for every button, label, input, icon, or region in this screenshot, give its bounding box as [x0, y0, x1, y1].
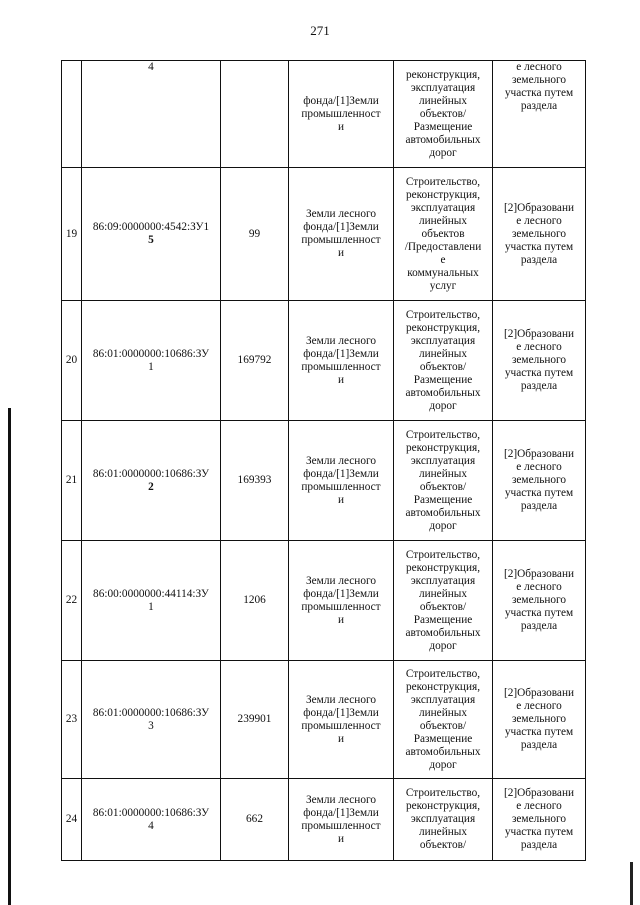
cadastral-number-cell-line: 4	[148, 61, 154, 73]
formation-method-cell-line: раздела	[520, 620, 558, 632]
permitted-use-cell-line: эксплуатация	[410, 81, 476, 94]
cadastral-number-cell	[82, 421, 221, 541]
formation-method-cell-line: раздела	[520, 739, 558, 751]
cadastral-number-cell-line: 4	[148, 819, 154, 832]
permitted-use-cell-line: объектов/	[419, 600, 467, 613]
permitted-use-cell-line: объектов/	[419, 719, 467, 732]
land-category-cell-line: и	[337, 373, 345, 386]
cadastral-number-cell	[82, 301, 221, 421]
formation-method-cell-line: е лесного	[516, 800, 562, 812]
row-number-cell: 24	[62, 779, 82, 861]
permitted-use-cell-line: линейных	[418, 94, 468, 107]
permitted-use-cell-line: дорог	[429, 758, 457, 771]
permitted-use-cell-line: эксплуатация	[410, 201, 476, 214]
land-category-cell-line: промышленност	[301, 819, 381, 832]
land-category-cell-line: промышленност	[301, 234, 381, 246]
formation-method-cell-line: земельного	[511, 594, 567, 606]
land-category-cell-line: Земли лесного	[306, 334, 376, 347]
area-cell: 169393	[221, 421, 289, 541]
cadastral-number-cell-line: 1	[148, 360, 154, 373]
permitted-use-cell-line: объектов/	[419, 360, 467, 373]
permitted-use-cell-line: линейных	[418, 347, 468, 360]
land-category-cell-line: и	[337, 493, 345, 506]
permitted-use-cell-line: услуг	[429, 279, 457, 292]
scan-edge-mark	[630, 862, 633, 905]
formation-method-cell-line: [2]Образовани	[503, 787, 575, 799]
formation-method-cell-line: земельного	[511, 74, 567, 86]
land-category-cell-line: фонда/[1]Земли	[303, 221, 379, 233]
permitted-use-cell-line: Размещение	[413, 373, 473, 386]
land-category-cell-line: фонда/[1]Земли	[303, 806, 379, 819]
cadastral-number-cell-line: 5	[148, 234, 154, 246]
table-row	[62, 541, 586, 661]
area-cell: 99	[221, 168, 289, 301]
cadastral-number-cell-line: 86:09:0000000:4542:ЗУ1	[92, 221, 210, 233]
area-cell: 239901	[221, 661, 289, 779]
permitted-use-cell-line: Размещение	[413, 732, 473, 745]
land-category-cell	[289, 61, 394, 168]
land-category-cell-line: Земли лесного	[306, 793, 376, 806]
permitted-use-cell-line: эксплуатация	[410, 693, 476, 706]
formation-method-cell-line: раздела	[520, 500, 558, 512]
formation-method-cell	[493, 61, 586, 168]
land-category-cell-line: промышленност	[301, 600, 381, 613]
permitted-use-cell	[394, 421, 493, 541]
formation-method-cell-line: е лесного	[516, 581, 562, 593]
permitted-use-cell-line: эксплуатация	[410, 454, 476, 467]
land-category-cell-line: фонда/[1]Земли	[303, 94, 379, 107]
permitted-use-cell-line: Строительство,	[405, 175, 481, 188]
row-number-cell: 22	[62, 541, 82, 661]
formation-method-cell-line: [2]Образовани	[503, 201, 575, 214]
permitted-use-cell-line: автомобильных	[405, 506, 481, 519]
land-category-cell-line: и	[337, 120, 345, 133]
permitted-use-cell-line: реконструкция,	[405, 561, 481, 574]
permitted-use-cell-line: коммунальных	[407, 266, 479, 279]
land-category-cell	[289, 301, 394, 421]
permitted-use-cell-line: дорог	[429, 146, 457, 159]
formation-method-cell-line: раздела	[520, 380, 558, 392]
formation-method-cell-line: е лесного	[516, 461, 562, 473]
land-category-cell-line: Земли лесного	[306, 693, 376, 706]
row-number-cell: 20	[62, 301, 82, 421]
permitted-use-cell-line: реконструкция,	[405, 800, 481, 812]
land-category-cell	[289, 421, 394, 541]
table-body	[62, 61, 586, 861]
permitted-use-cell-line: объектов/	[419, 107, 467, 120]
permitted-use-cell-line: дорог	[429, 639, 457, 652]
formation-method-cell-line: [2]Образовани	[503, 687, 575, 699]
formation-method-cell-line: [2]Образовани	[503, 568, 575, 580]
land-category-cell-line: фонда/[1]Земли	[303, 467, 379, 480]
page-number: 271	[310, 23, 330, 38]
permitted-use-cell-line: Строительство,	[405, 548, 481, 561]
cadastral-number-cell-line: 1	[148, 600, 154, 613]
permitted-use-cell-line: эксплуатация	[410, 574, 476, 587]
permitted-use-cell-line: реконструкция,	[405, 680, 481, 693]
permitted-use-cell-line: эксплуатация	[410, 813, 476, 825]
land-category-cell-line: и	[337, 247, 345, 259]
land-category-cell	[289, 541, 394, 661]
permitted-use-cell	[394, 301, 493, 421]
formation-method-cell-line: [2]Образовани	[503, 448, 575, 460]
cadastral-number-cell	[82, 61, 221, 168]
cadastral-number-cell-line: 2	[148, 480, 154, 493]
cadastral-number-cell-line: 3	[148, 719, 154, 732]
permitted-use-cell-line: реконструкция,	[405, 68, 481, 81]
permitted-use-cell-line: линейных	[418, 467, 468, 480]
formation-method-cell-line: е лесного	[516, 61, 562, 73]
formation-method-cell-line: земельного	[511, 474, 567, 486]
formation-method-cell-line: раздела	[520, 100, 558, 112]
formation-method-cell	[493, 541, 586, 661]
land-category-cell-line: промышленност	[301, 360, 381, 373]
permitted-use-cell-line: реконструкция,	[405, 188, 481, 201]
area-cell: 1206	[221, 541, 289, 661]
land-category-cell	[289, 661, 394, 779]
permitted-use-cell	[394, 61, 493, 168]
formation-method-cell-line: е лесного	[516, 341, 562, 353]
area-cell: 169792	[221, 301, 289, 421]
permitted-use-cell	[394, 168, 493, 301]
table-row	[62, 61, 586, 168]
permitted-use-cell-line: реконструкция,	[405, 321, 481, 334]
formation-method-cell-line: участка путем	[504, 240, 574, 253]
formation-method-cell-line: е лесного	[516, 700, 562, 712]
formation-method-cell-line: участка путем	[504, 607, 574, 619]
permitted-use-cell-line: Строительство,	[405, 428, 481, 441]
permitted-use-cell-line: линейных	[418, 214, 468, 227]
formation-method-cell-line: участка путем	[504, 726, 574, 738]
land-category-cell-line: промышленност	[301, 719, 381, 732]
formation-method-cell-line: участка путем	[504, 87, 574, 99]
table-row	[62, 421, 586, 541]
land-category-cell-line: Земли лесного	[306, 574, 376, 587]
table-row	[62, 301, 586, 421]
permitted-use-cell-line: Строительство,	[405, 308, 481, 321]
land-category-cell-line: промышленност	[301, 480, 381, 493]
cadastral-number-cell-line: 86:01:0000000:10686:ЗУ	[92, 467, 210, 480]
permitted-use-cell-line: Размещение	[413, 493, 473, 506]
scan-margin-bar	[8, 408, 11, 905]
formation-method-cell-line: земельного	[511, 813, 567, 825]
formation-method-cell-line: земельного	[511, 713, 567, 725]
land-category-cell	[289, 168, 394, 301]
permitted-use-cell-line: объектов	[421, 227, 465, 240]
permitted-use-cell-line: дорог	[429, 519, 457, 532]
cadastral-number-cell-line: 86:01:0000000:10686:ЗУ	[92, 706, 210, 719]
land-category-cell	[289, 779, 394, 861]
land-plot-table	[61, 60, 586, 861]
row-number-cell	[62, 61, 82, 168]
cadastral-number-cell-line: 86:00:0000000:44114:ЗУ	[93, 587, 209, 600]
permitted-use-cell-line: Размещение	[413, 120, 473, 133]
row-number-cell: 19	[62, 168, 82, 301]
permitted-use-cell-line: линейных	[418, 826, 468, 838]
table-row	[62, 168, 586, 301]
permitted-use-cell-line: /Предоставлени	[404, 240, 482, 253]
area-cell: 662	[221, 779, 289, 861]
formation-method-cell-line: участка путем	[504, 367, 574, 379]
cadastral-number-cell	[82, 661, 221, 779]
formation-method-cell	[493, 421, 586, 541]
formation-method-cell-line: е лесного	[516, 214, 562, 227]
permitted-use-cell-line: е	[440, 253, 446, 266]
table-row	[62, 779, 586, 861]
formation-method-cell-line: земельного	[511, 227, 567, 240]
cadastral-number-cell	[82, 168, 221, 301]
formation-method-cell-line: участка путем	[504, 487, 574, 499]
table-row	[62, 661, 586, 779]
permitted-use-cell-line: Размещение	[413, 613, 473, 626]
permitted-use-cell	[394, 779, 493, 861]
permitted-use-cell-line: автомобильных	[405, 745, 481, 758]
permitted-use-cell-line: Строительство,	[405, 667, 481, 680]
formation-method-cell	[493, 661, 586, 779]
formation-method-cell-line: раздела	[520, 839, 558, 851]
cadastral-number-cell	[82, 779, 221, 861]
permitted-use-cell-line: Строительство,	[405, 787, 481, 799]
row-number-cell: 21	[62, 421, 82, 541]
land-category-cell-line: фонда/[1]Земли	[303, 347, 379, 360]
formation-method-cell-line: участка путем	[504, 826, 574, 838]
permitted-use-cell-line: объектов/	[419, 480, 467, 493]
permitted-use-cell-line: объектов/	[419, 839, 467, 851]
permitted-use-cell-line: автомобильных	[405, 626, 481, 639]
cadastral-number-cell-line: 86:01:0000000:10686:ЗУ	[92, 347, 210, 360]
land-category-cell-line: и	[337, 832, 345, 845]
land-category-cell-line: Земли лесного	[306, 454, 376, 467]
formation-method-cell-line: [2]Образовани	[503, 328, 575, 340]
permitted-use-cell	[394, 541, 493, 661]
land-category-cell-line: и	[337, 613, 345, 626]
land-category-cell-line: Земли лесного	[306, 208, 376, 220]
formation-method-cell	[493, 301, 586, 421]
land-category-cell-line: фонда/[1]Земли	[303, 706, 379, 719]
permitted-use-cell-line: линейных	[418, 706, 468, 719]
land-category-cell-line: и	[337, 732, 345, 745]
formation-method-cell	[493, 168, 586, 301]
area-cell	[221, 61, 289, 168]
permitted-use-cell-line: дорог	[429, 399, 457, 412]
permitted-use-cell-line: автомобильных	[405, 386, 481, 399]
land-category-cell-line: фонда/[1]Земли	[303, 587, 379, 600]
permitted-use-cell-line: эксплуатация	[410, 334, 476, 347]
permitted-use-cell-line: автомобильных	[405, 133, 481, 146]
formation-method-cell	[493, 779, 586, 861]
formation-method-cell-line: земельного	[511, 354, 567, 366]
cadastral-number-cell	[82, 541, 221, 661]
row-number-cell: 23	[62, 661, 82, 779]
permitted-use-cell-line: линейных	[418, 587, 468, 600]
permitted-use-cell-line: реконструкция,	[405, 441, 481, 454]
land-category-cell-line: промышленност	[301, 107, 381, 120]
formation-method-cell-line: раздела	[520, 253, 558, 266]
permitted-use-cell	[394, 661, 493, 779]
cadastral-number-cell-line: 86:01:0000000:10686:ЗУ	[92, 806, 210, 819]
